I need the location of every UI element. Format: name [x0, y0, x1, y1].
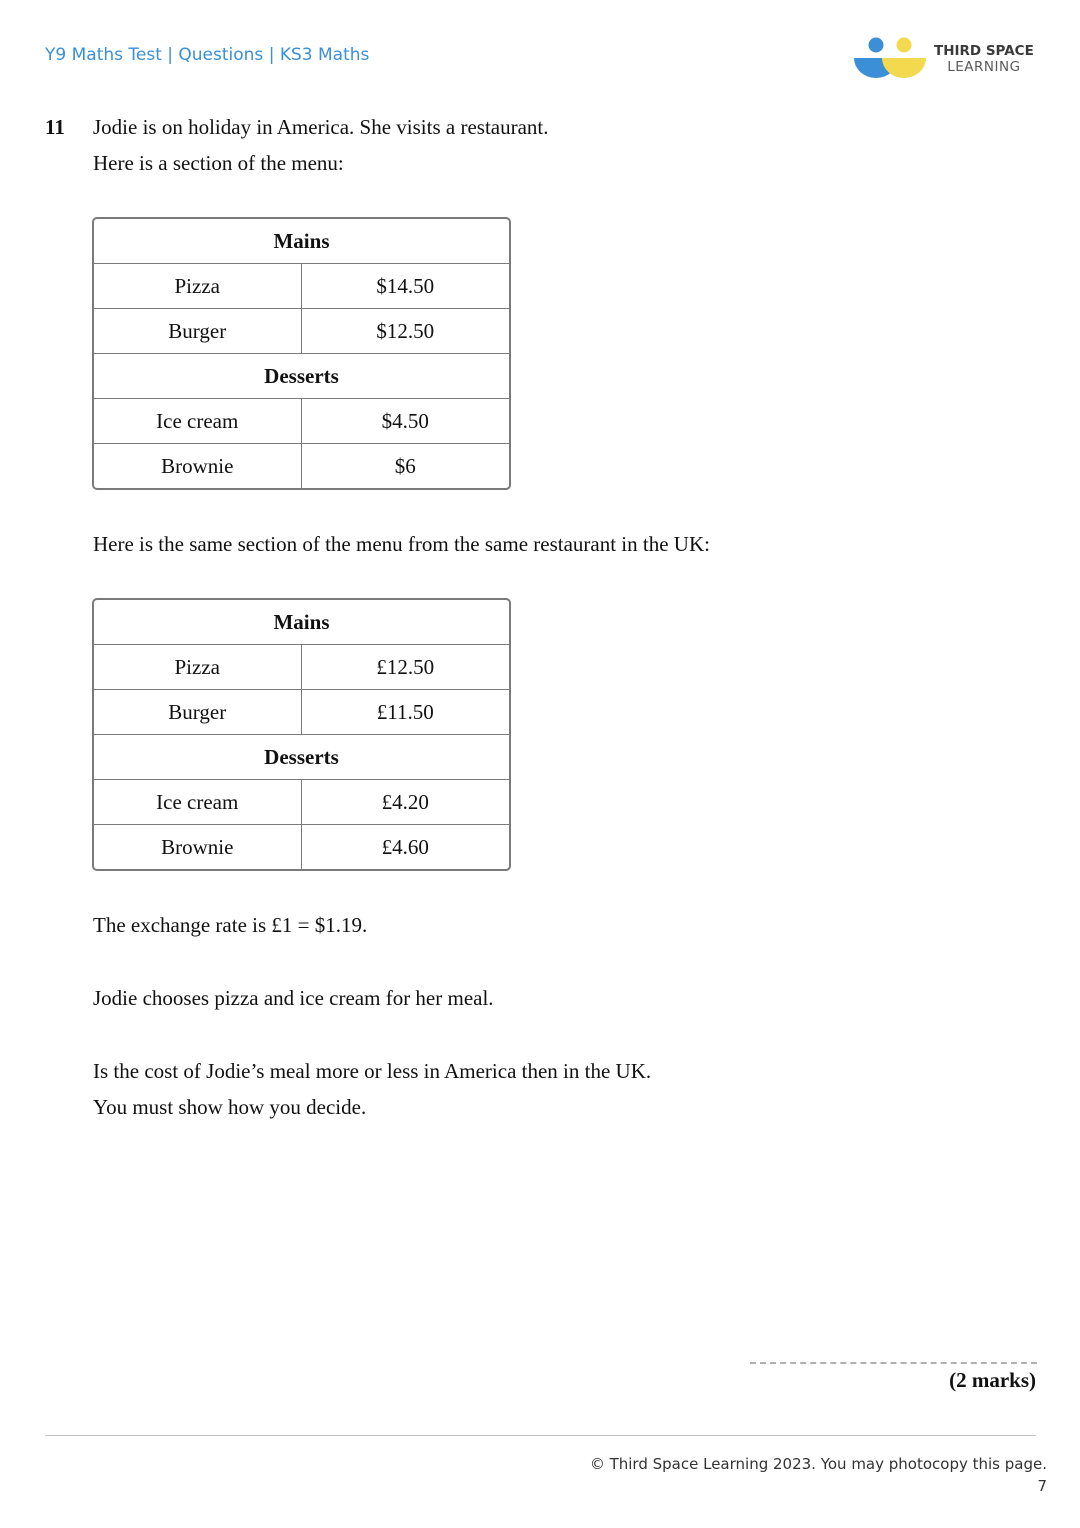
answer-line[interactable]	[750, 1362, 1037, 1364]
question-prompt-2: You must show how you decide.	[93, 1095, 367, 1119]
menu-price: £4.20	[302, 779, 510, 824]
uk-intro: Here is the same section of the menu from the same restaurant in the UK:	[93, 532, 710, 556]
third-space-learning-logo	[852, 36, 1042, 82]
uk-mains-heading: Mains	[273, 609, 330, 634]
question-number: 11	[45, 115, 65, 139]
table-row	[94, 644, 509, 689]
menu-price: $14.50	[302, 263, 510, 308]
menu-price: $4.50	[302, 398, 510, 443]
menu-item: Ice cream	[94, 398, 302, 443]
menu-item: Brownie	[94, 443, 302, 488]
uk-desserts-heading: Desserts	[94, 734, 509, 779]
marks-label: (2 marks)	[949, 1368, 1036, 1392]
menu-price: $12.50	[302, 308, 510, 353]
table-row	[94, 443, 509, 488]
table-row	[94, 689, 509, 734]
menu-item: Pizza	[94, 263, 302, 308]
menu-item: Brownie	[94, 824, 302, 869]
footer-divider	[45, 1435, 1036, 1436]
menu-price: £4.60	[302, 824, 510, 869]
exchange-rate: The exchange rate is £1 = $1.19.	[93, 913, 368, 937]
logo-mark-icon	[852, 36, 930, 82]
menu-price: $6	[302, 443, 510, 488]
question-intro-2: Here is a section of the menu:	[93, 151, 344, 175]
table-row	[94, 398, 509, 443]
header-title: Y9 Maths Test | Questions | KS3 Maths	[45, 45, 370, 65]
table-row	[94, 263, 509, 308]
logo-text-line1: THIRD SPACE	[934, 43, 1034, 59]
table-row	[94, 779, 509, 824]
table-row	[94, 824, 509, 869]
meal-choice: Jodie chooses pizza and ice cream for her meal.	[93, 986, 494, 1010]
copyright-notice: © Third Space Learning 2023. You may photocopy this page.	[589, 1455, 1047, 1473]
question-intro-1: Jodie is on holiday in America. She visits a restaurant.	[93, 115, 549, 139]
menu-item: Pizza	[94, 644, 302, 689]
page-number: 7	[1037, 1477, 1047, 1495]
us-mains-heading: Mains	[273, 228, 330, 253]
menu-price: £11.50	[302, 689, 510, 734]
logo-text-line2: LEARNING	[947, 59, 1021, 75]
menu-item: Burger	[94, 308, 302, 353]
menu-item: Ice cream	[94, 779, 302, 824]
us-menu-table	[92, 217, 511, 490]
table-row	[94, 308, 509, 353]
menu-item: Burger	[94, 689, 302, 734]
menu-price: £12.50	[302, 644, 510, 689]
question-prompt-1: Is the cost of Jodie’s meal more or less in America then in the UK.	[93, 1059, 652, 1083]
uk-menu-table	[92, 598, 511, 871]
us-desserts-heading: Desserts	[94, 353, 509, 398]
